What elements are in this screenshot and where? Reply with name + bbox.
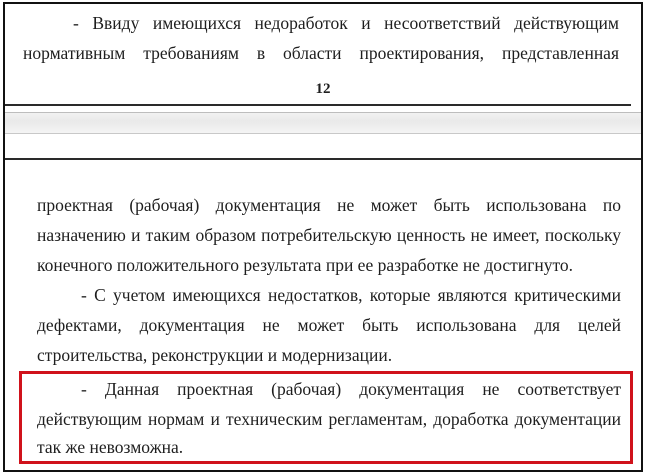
page-bottom-rule xyxy=(5,104,631,106)
page-number: 12 xyxy=(315,81,331,97)
text-line: назначению и таким образом потребительскую ценность не имеет, поскольку xyxy=(37,225,621,245)
page-12-fragment xyxy=(5,4,641,114)
highlighted-text-line: так же невозможна. xyxy=(37,437,184,457)
document-scan-frame xyxy=(3,2,643,472)
text-line: конечного положительного результата при ее разработке не достигнуто. xyxy=(37,255,574,275)
page-top-rule xyxy=(5,158,641,160)
text-line: дефектами, документация не может быть использована для целей xyxy=(37,315,621,335)
red-highlight-box xyxy=(19,371,633,464)
text-line: нормативным требованиям в области проектирования, представленная xyxy=(23,43,619,63)
text-line: строительства, реконструкции и модернизации. xyxy=(37,345,393,365)
highlighted-text-line: - Данная проектная (рабочая) документация не соответствует xyxy=(81,379,621,399)
text-line: проектная (рабочая) документация не может быть использована по xyxy=(37,195,621,215)
highlighted-text-line: действующим нормам и техническим регламентам, доработка документации xyxy=(37,409,621,429)
text-line: - Ввиду имеющихся недоработок и несоответствий действующим xyxy=(73,13,619,33)
text-line: - С учетом имеющихся недостатков, которые являются критическими xyxy=(81,285,621,305)
